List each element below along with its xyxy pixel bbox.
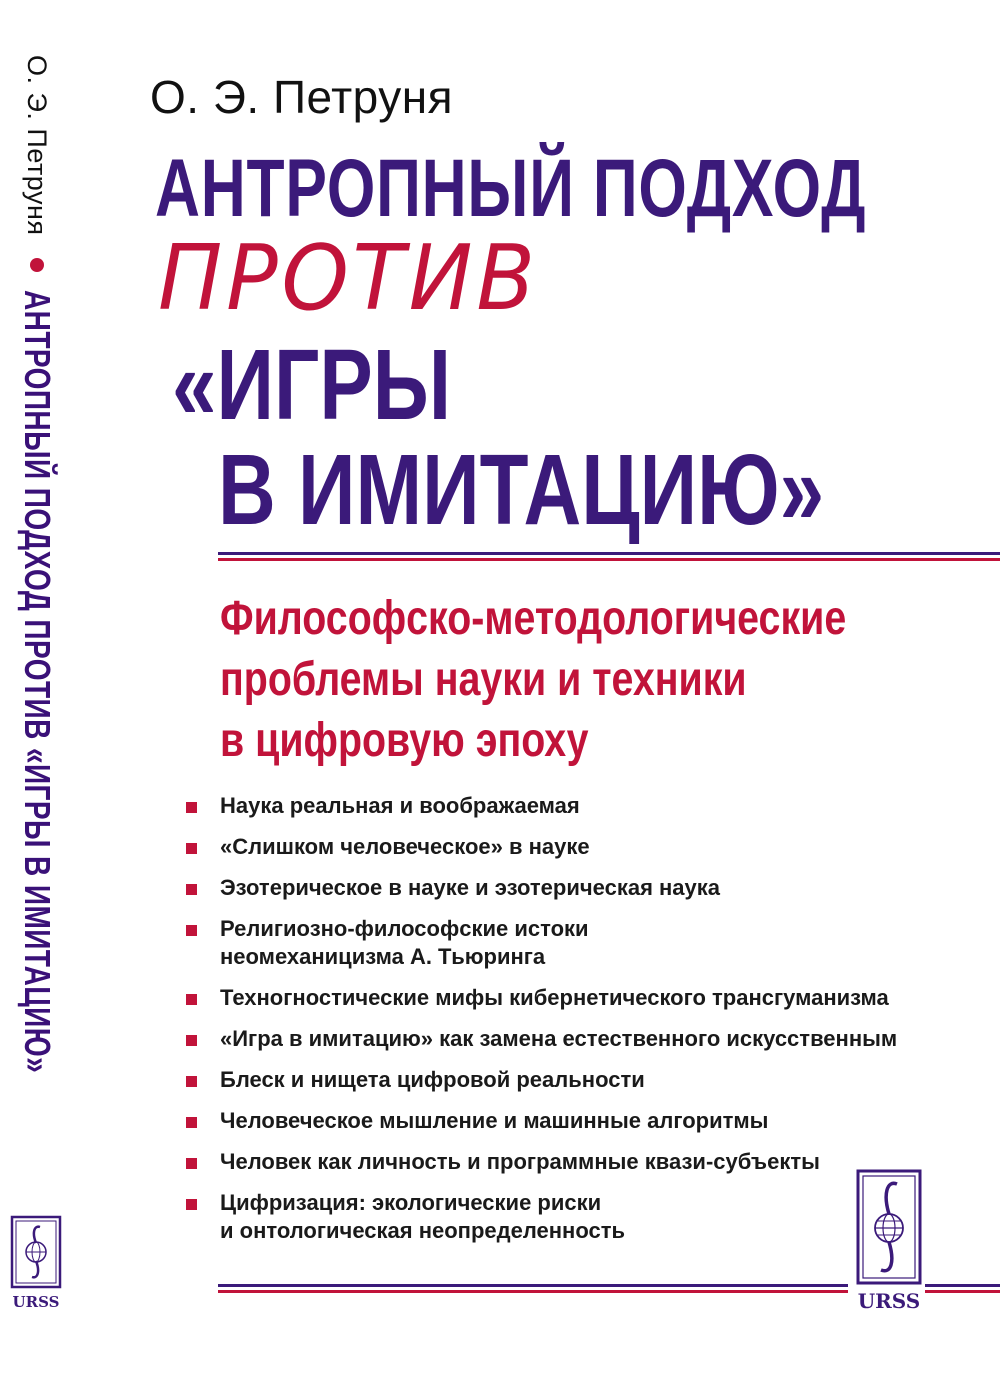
contents-list: [186, 792, 906, 1258]
title-line-1: АНТРОПНЫЙ ПОДХОД: [155, 143, 867, 234]
spine-logo-label: URSS: [12, 1293, 60, 1311]
bullet-square-icon: [186, 1076, 197, 1087]
spine-title: АНТРОПНЫЙ ПОДХОД ПРОТИВ «ИГРЫ В ИМИТАЦИЮ»: [17, 289, 58, 1073]
bullet-square-icon: [186, 1117, 197, 1128]
subtitle-line: в цифровую эпоху: [220, 714, 589, 767]
title-line-4: В ИМИТАЦИЮ»: [218, 434, 825, 546]
bullet-square-icon: [186, 884, 197, 895]
spine-text: [16, 55, 58, 1294]
bullet-square-icon: [186, 802, 197, 813]
globe-icon: [875, 1214, 903, 1242]
bullet-square-icon: [186, 1035, 197, 1046]
list-item: Блеск и нищета цифровой реальности: [186, 1066, 906, 1094]
spine-dot-icon: [30, 258, 44, 272]
list-item: Эзотерическое в науке и эзотерическая наука: [186, 874, 906, 902]
bullet-square-icon: [186, 843, 197, 854]
list-item: «Слишком человеческое» в науке: [186, 833, 906, 861]
list-item: Наука реальная и воображаемая: [186, 792, 906, 820]
list-item: Религиозно-философские истоки неомеханицизма А. Тьюринга: [186, 915, 906, 971]
title-line-2: ПРОТИВ: [158, 226, 539, 331]
title-line-3: «ИГРЫ: [172, 329, 452, 441]
list-item: Цифризация: экологические риски и онтологическая неопределенность: [186, 1189, 906, 1245]
bullet-square-icon: [186, 925, 197, 936]
subtitle-line: проблемы науки и техники: [220, 653, 747, 706]
divider-bottom-right: [925, 1284, 1000, 1293]
bullet-square-icon: [186, 1199, 197, 1210]
bullet-square-icon: [186, 994, 197, 1005]
list-item: Техногностические мифы кибернетического трансгуманизма: [186, 984, 906, 1012]
urss-logo-icon: [10, 1215, 62, 1315]
divider-top: [218, 552, 1000, 561]
bullet-square-icon: [186, 1158, 197, 1169]
list-item: «Игра в имитацию» как замена естественного искусственным: [186, 1025, 906, 1053]
front-logo-label: URSS: [857, 1289, 921, 1313]
book-author: О. Э. Петруня: [150, 71, 454, 123]
book-spine: [0, 0, 72, 1378]
urss-logo-icon: [855, 1168, 923, 1320]
list-item: Человеческое мышление и машинные алгоритмы: [186, 1107, 906, 1135]
divider-bottom: [218, 1284, 848, 1293]
spine-author: О. Э. Петруня: [22, 55, 53, 236]
book-subtitle: [220, 588, 1000, 771]
subtitle-line: Философско-методологические: [220, 592, 847, 645]
list-item: Человек как личность и программные квази-субъекты: [186, 1148, 906, 1176]
